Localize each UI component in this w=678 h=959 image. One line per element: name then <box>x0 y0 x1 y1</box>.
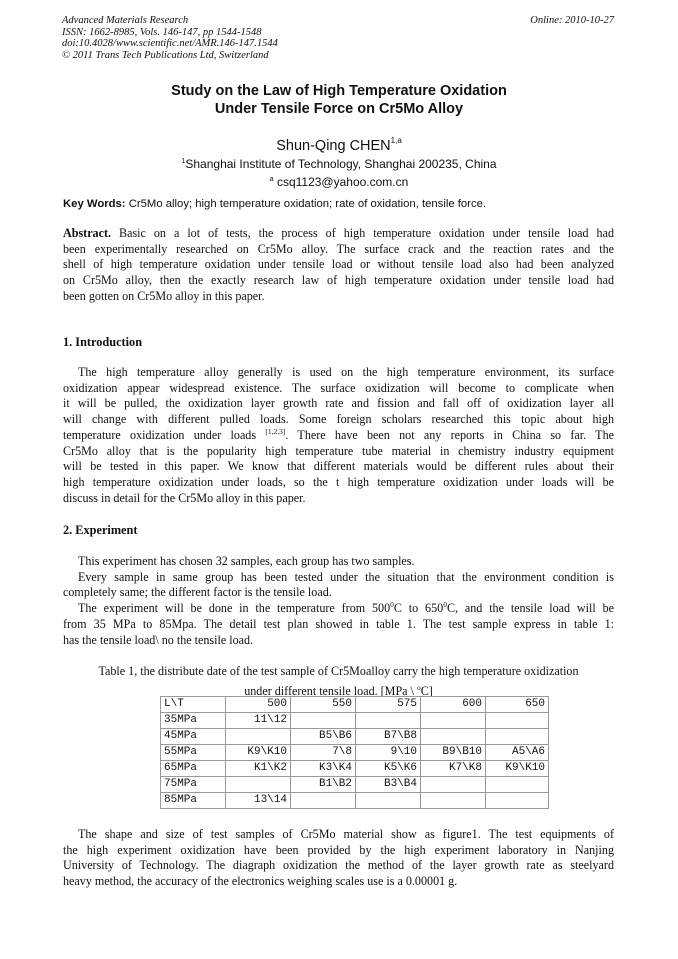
online-date: Online: 2010-10-27 <box>530 15 614 26</box>
table-cell: K1\K2 <box>226 761 291 777</box>
table-cell: 35MPa <box>161 713 226 729</box>
table-header-cell: 575 <box>356 697 421 713</box>
author-email: csq1123@yahoo.com.cn <box>276 175 409 189</box>
title-line-2: Under Tensile Force on Cr5Mo Alloy <box>214 101 464 117</box>
table-cell <box>486 713 549 729</box>
affiliation: Shanghai Institute of Technology, Shanghai 200235, China <box>185 157 497 171</box>
closing-line: heavy method, the accuracy of the electronics weighing scales use is a 0.00001 g. <box>63 874 458 889</box>
closing-line: University of Technology. The diagraph oxidization the method of the layer growth rate as steelyard <box>63 858 614 873</box>
closing-paragraph <box>63 827 614 890</box>
table-cell: 75MPa <box>161 777 226 793</box>
table-cell: 65MPa <box>161 761 226 777</box>
table-cell <box>421 777 486 793</box>
table-row <box>161 777 549 793</box>
journal-issn: ISSN: 1662-8985, Vols. 146-147, pp 1544-1548 <box>62 26 262 38</box>
table-cell <box>421 793 486 809</box>
table-caption-line: Table 1, the distribute date of the test sample of Cr5Moalloy carry the high temperature oxidization <box>98 664 579 678</box>
section-heading-experiment: 2. Experiment <box>63 523 138 537</box>
abstract <box>63 226 614 305</box>
section-heading-introduction: 1. Introduction <box>63 335 143 349</box>
intro-text: temperature oxidization under loads <box>63 427 266 442</box>
table-cell <box>291 793 356 809</box>
closing-line: The shape and size of test samples of Cr5Mo material show as figure1. The test equipments of <box>78 827 614 841</box>
author-line <box>0 136 678 154</box>
abstract-line: shell of high temperature oxidation under tensile load or without tensile load also had been analyzed <box>63 257 614 272</box>
keywords-label: Key Words: <box>63 198 126 210</box>
experiment-line: has the tensile load\ no the tensile load. <box>63 632 254 647</box>
table-cell: B1\B2 <box>291 777 356 793</box>
experiment-paragraphs <box>63 554 614 648</box>
table-cell: B5\B6 <box>291 729 356 745</box>
table-cell: 11\12 <box>226 713 291 729</box>
journal-name: Advanced Materials Research <box>62 15 189 26</box>
table-cell: 85MPa <box>161 793 226 809</box>
table-row <box>161 713 549 729</box>
table-cell <box>421 713 486 729</box>
experiment-text: C, and the tensile load will be <box>446 601 614 616</box>
table-row <box>161 745 549 761</box>
abstract-line: Basic on a lot of tests, the process of high temperature oxidation under tensile load had <box>111 226 614 240</box>
paper-title <box>0 82 678 118</box>
table-header-cell: 500 <box>226 697 291 713</box>
journal-copyright: © 2011 Trans Tech Publications Ltd, Switzerland <box>62 49 269 61</box>
table-cell <box>291 713 356 729</box>
intro-line: Cr5Mo alloy that is the popularity high temperature tube material in chemistry industry equipment <box>63 443 614 458</box>
keywords-text: Cr5Mo alloy; high temperature oxidation; rate of oxidation, tensile force. <box>128 198 487 210</box>
table-cell <box>356 793 421 809</box>
table-header-cell: 600 <box>421 697 486 713</box>
experiment-line: from 35 MPa to 85Mpa. The detail test plan showed in table 1. The test sample express in table 1: <box>63 616 614 631</box>
table-cell: 7\8 <box>291 745 356 761</box>
intro-line <box>63 428 614 444</box>
journal-header <box>62 15 278 61</box>
introduction-paragraph <box>63 365 614 506</box>
caption-text: C] <box>420 683 433 698</box>
abstract-label: Abstract. <box>63 226 112 240</box>
email-mark: a <box>269 176 274 183</box>
table-cell: B3\B4 <box>356 777 421 793</box>
table-header-row <box>161 697 549 713</box>
table-cell <box>486 793 549 809</box>
experiment-line: completely same; the different factor is the tensile load. <box>63 585 332 600</box>
abstract-line: been experimentally researched on Cr5Mo alloy. The surface crack and the reaction rates and the <box>63 241 614 256</box>
table-header-cell: L\T <box>161 697 226 713</box>
intro-line: oxidization appear widespread existence. The surface oxidization will become to complicate when <box>63 380 614 395</box>
affiliation-block <box>0 154 678 190</box>
abstract-line: on Cr5Mo alloy, then the exactly research law of high temperature oxidation under tensile load had <box>63 273 614 288</box>
affiliation-mark: 1 <box>181 158 186 165</box>
degree-mark: 0 <box>390 600 394 610</box>
title-line-1: Study on the Law of High Temperature Oxidation <box>171 83 507 99</box>
intro-text: . There have been not any reports in China so far. The <box>285 427 614 442</box>
experiment-text: C to 650 <box>393 601 444 616</box>
test-plan-table <box>160 696 549 809</box>
table-header-cell: 550 <box>291 697 356 713</box>
intro-line: The high temperature alloy generally is used on the high temperature environment, its surface <box>78 365 614 379</box>
table-cell: B9\B10 <box>421 745 486 761</box>
closing-line: the high experiment oxidization have been provided by the high experiment laboratory in Nanjing <box>63 842 614 857</box>
intro-line: will change with different pulled loads. Some foreign scholars researched this topic about high <box>63 412 614 427</box>
abstract-line: been gotten on Cr5Mo alloy in this paper. <box>63 288 265 303</box>
table-caption <box>63 664 614 699</box>
author-marks: 1,a <box>390 136 402 145</box>
table-header-cell: 650 <box>486 697 549 713</box>
intro-line: it will be pulled, the oxidization layer growth rate and fission and fall off of oxidization layer all <box>63 396 614 411</box>
table-cell: 9\10 <box>356 745 421 761</box>
journal-doi: doi:10.4028/www.scientific.net/AMR.146-147.1544 <box>62 38 278 50</box>
table-cell: K9\K10 <box>226 745 291 761</box>
table-cell <box>486 729 549 745</box>
table-cell: B7\B8 <box>356 729 421 745</box>
degree-mark: 0 <box>443 600 447 610</box>
keywords <box>63 198 486 210</box>
table-cell <box>226 729 291 745</box>
table-cell: 55MPa <box>161 745 226 761</box>
caption-text: under different tensile load. [MPa \ <box>244 683 417 698</box>
table-cell: K3\K4 <box>291 761 356 777</box>
table-cell: A5\A6 <box>486 745 549 761</box>
author-name: Shun-Qing CHEN <box>276 138 391 154</box>
table-cell: 45MPa <box>161 729 226 745</box>
intro-line: discuss in detail for the Cr5Mo alloy in this paper. <box>63 490 306 505</box>
table-cell <box>421 729 486 745</box>
table-cell: 13\14 <box>226 793 291 809</box>
intro-line: high temperature oxidization under loads, so the t high temperature oxidization under loads will be <box>63 474 614 489</box>
table-cell <box>226 777 291 793</box>
experiment-line <box>63 601 614 617</box>
intro-line: will be tested in this paper. We know that different materials would be different rules about their <box>63 459 614 474</box>
table-cell <box>356 713 421 729</box>
experiment-text: The experiment will be done in the temperature from 500 <box>78 601 391 616</box>
citation-ref: [1,2,3] <box>265 426 286 436</box>
table-row <box>161 729 549 745</box>
table-cell: K5\K6 <box>356 761 421 777</box>
degree-mark: o <box>416 682 421 692</box>
table-row <box>161 793 549 809</box>
table-cell: K7\K8 <box>421 761 486 777</box>
table-row <box>161 761 549 777</box>
table-cell: K9\K10 <box>486 761 549 777</box>
experiment-line: Every sample in same group has been tested under the situation that the environment condition is <box>78 569 614 584</box>
table-cell <box>486 777 549 793</box>
experiment-line: This experiment has chosen 32 samples, each group has two samples. <box>78 554 415 568</box>
